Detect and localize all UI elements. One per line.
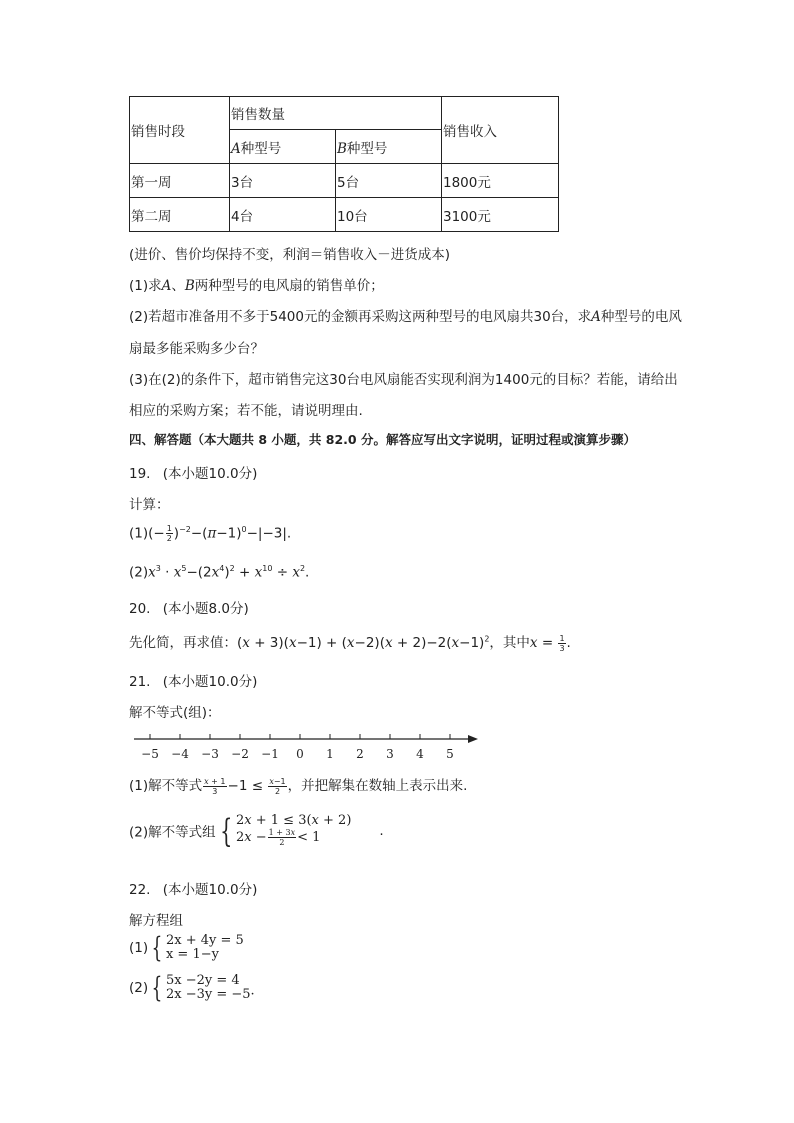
number-line-label: 3: [386, 747, 394, 761]
q20-text: 先化简，再求值：$(x + 3)(x-1) + (x-2)(x + 2)-2(x-1)^2$，其中x = $\frac{1}{3}$ .: [129, 633, 571, 653]
cell-b: 10台: [336, 198, 442, 232]
brace-icon: {: [219, 811, 232, 850]
q22-system1: [129, 931, 244, 964]
q21-part1-suffix: ，并把解集在数轴上表示出来.: [287, 778, 468, 794]
q19-prompt: 计算：: [129, 497, 170, 513]
q22-system2: [129, 971, 255, 1004]
number-line-label: 5: [446, 747, 454, 761]
system1-equations: [166, 934, 244, 962]
number-line-label: −4: [171, 747, 189, 761]
inequality-system: 2x + 1 ≤ 3(x + 2) 2x − $\frac{1 + 3x}{2}$ < 1: [235, 813, 352, 847]
number-line-label: 0: [296, 747, 304, 761]
number-line: [130, 728, 482, 764]
q21-prompt: 解不等式(组)：: [129, 705, 221, 721]
header-col-b: B种型号: [336, 130, 442, 164]
brace-icon: {: [151, 971, 163, 1004]
number-line-arrow: [468, 735, 478, 743]
q18-part2-line2: 扇最多能采购多少台？: [129, 341, 264, 357]
q21-part2-prefix: (2)解不等式组: [129, 824, 216, 841]
question-score: (本小题10.0分): [162, 674, 258, 690]
q19-part2: $(2)x^3 \cdot x^5-(2x^4)^2 + x^{10} \div x^2$.: [129, 564, 310, 581]
number-line-label: −1: [261, 747, 279, 761]
number-line-label: −3: [201, 747, 219, 761]
cell-revenue: 1800元: [442, 164, 559, 198]
cell-a: 4台: [230, 198, 336, 232]
system1-label: (1): [129, 940, 149, 956]
q18-part3-line2: 相应的采购方案；若不能，请说明理由.: [129, 403, 363, 419]
header-col-a: A种型号: [230, 130, 336, 164]
number-line-label: 2: [356, 747, 364, 761]
system2-equations: 5x −2y = 4 2x −3y = −5·: [165, 973, 255, 1002]
q21-header: [129, 670, 257, 690]
system2-label: (2): [129, 980, 149, 996]
header-period: 销售时段: [130, 97, 230, 164]
q18-part2-line1: (2)若超市准备用不多于5400元的金额再采购这两种型号的电风扇共30台，求A种型号的电风: [129, 309, 682, 325]
number-line-label: 4: [416, 747, 424, 761]
question-number: 20.: [129, 601, 151, 617]
header-quantity: 销售数量: [230, 97, 442, 130]
q22-header: [129, 878, 257, 898]
system1-eq1: 2x + 4y = 5: [165, 933, 244, 948]
question-score: (本小题10.0分): [162, 882, 258, 898]
q20-header: [129, 597, 249, 617]
question-score: (本小题10.0分): [162, 466, 258, 482]
number-line-label: 1: [326, 747, 334, 761]
cell-b: 5台: [336, 164, 442, 198]
system1-eq2: x = 1−y: [165, 947, 219, 962]
section-heading: 四、解答题（本大题共 8 小题，共 82.0 分。解答应写出文字说明，证明过程或演算步骤）: [129, 432, 636, 447]
system2-eq2: 2x −3y = −5: [165, 987, 251, 1002]
question-number: 21.: [129, 674, 151, 690]
number-line-label: −2: [231, 747, 249, 761]
q19-header: [129, 462, 257, 482]
q18-part1: (1)求A、B两种型号的电风扇的销售单价；: [129, 278, 384, 294]
table-row: [130, 198, 559, 232]
q18-part3-line1: (3)在(2)的条件下，超市销售完这30台电风扇能否实现利润为1400元的目标？若能，请给出: [129, 372, 678, 388]
system2-eq1: 5x −2y = 4: [165, 973, 240, 988]
header-revenue: 销售收入: [442, 97, 559, 164]
q22-prompt: 解方程组: [129, 913, 183, 929]
cell-period: 第二周: [130, 198, 230, 232]
question-score: (本小题8.0分): [162, 601, 249, 617]
q18-note: (进价、售价均保持不变，利润＝销售收入－进货成本): [129, 247, 451, 263]
q21-part1-prefix: (1)解不等式: [129, 778, 203, 794]
number-line-label: −5: [141, 747, 159, 761]
question-number: 19.: [129, 466, 151, 482]
question-number: 22.: [129, 882, 151, 898]
brace-icon: {: [151, 931, 163, 964]
cell-revenue: 3100元: [442, 198, 559, 232]
cell-a: 3台: [230, 164, 336, 198]
table-row: [130, 164, 559, 198]
sales-table: [129, 96, 559, 232]
q21-part2: (2)解不等式组 { 2x + 1 ≤ 3(x + 2) 2x − $\frac{1 + 3x}{2}$ < 1 .: [129, 811, 384, 850]
cell-period: 第一周: [130, 164, 230, 198]
q19-part1: (1)(− $\frac{1}{2}$ )$^{-2}-(\pi-1)^0-|-3|$.: [129, 524, 292, 543]
q21-part1: (1)解不等式 $\frac{x + 1}{3}$ −1 ≤ $\frac{x-1}{2}$ ，并把解集在数轴上表示出来.: [129, 776, 468, 796]
